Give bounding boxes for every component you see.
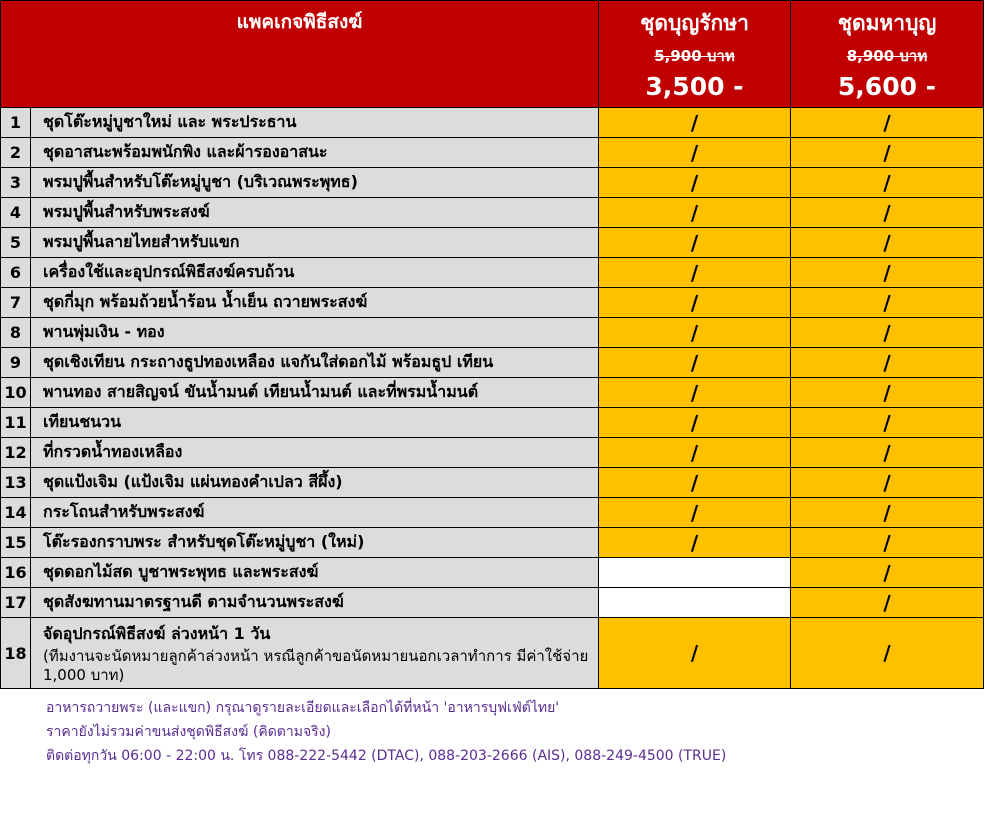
plan2-check: /: [791, 108, 984, 138]
table-row: [1, 408, 984, 438]
item-number: 1: [1, 108, 31, 138]
plan1-check: /: [599, 498, 791, 528]
plan1-check: /: [599, 528, 791, 558]
plan1-check: /: [599, 258, 791, 288]
item-name: ชุดโต๊ะหมู่บูชาใหม่ และ พระประธาน: [31, 108, 599, 138]
plan2-check: /: [791, 138, 984, 168]
note-contact: ติดต่อทุกวัน 06:00 - 22:00 น. โทร 088-222-5442 (DTAC), 088-203-2666 (AIS), 088-249-4500 (TRUE): [46, 748, 727, 764]
item-number: 13: [1, 468, 31, 498]
table-row: [1, 108, 984, 138]
table-row: [1, 498, 984, 528]
item-name: กระโถนสำหรับพระสงฆ์: [31, 498, 599, 528]
item-number: 12: [1, 438, 31, 468]
item-number: 9: [1, 348, 31, 378]
plan-name: ชุดบุญรักษา: [640, 11, 749, 35]
plan2-check: /: [791, 348, 984, 378]
plan2-check: /: [791, 558, 984, 588]
item-note: (ทีมงานจะนัดหมายลูกค้าล่วงหน้า หรณีลูกค้าขอนัดหมายนอกเวลาทำการ มีค่าใช้จ่าย 1,000 บาท): [43, 646, 589, 684]
table-row: [1, 618, 984, 689]
plan1-empty: [599, 558, 791, 588]
plan2-check: /: [791, 588, 984, 618]
plan-header-mahabun: [791, 1, 984, 108]
item-number: 15: [1, 528, 31, 558]
item-name: เครื่องใช้และอุปกรณ์พิธีสงฆ์ครบถ้วน: [31, 258, 599, 288]
item-name: พรมปูพื้นลายไทยสำหรับแขก: [31, 228, 599, 258]
plan1-check: /: [599, 468, 791, 498]
item-number: 3: [1, 168, 31, 198]
item-number: 10: [1, 378, 31, 408]
item-name: พานพุ่มเงิน - ทอง: [31, 318, 599, 348]
plan2-check: /: [791, 528, 984, 558]
plan1-check: /: [599, 438, 791, 468]
item-number: 2: [1, 138, 31, 168]
notes-section: [46, 696, 726, 768]
table-row: [1, 198, 984, 228]
table-row: [1, 558, 984, 588]
plan1-check: /: [599, 348, 791, 378]
note-shipping: ราคายังไม่รวมค่าขนส่งชุดพิธีสงฆ์ (คิดตามจริง): [46, 724, 331, 740]
table-row: [1, 138, 984, 168]
plan-old-price: 8,900 บาท: [846, 47, 928, 65]
item-number: 7: [1, 288, 31, 318]
package-title: แพคเกจพิธีสงฆ์: [1, 1, 599, 108]
table-row: [1, 288, 984, 318]
plan-new-price: 3,500 -: [645, 72, 744, 101]
plan1-check: /: [599, 108, 791, 138]
plan1-check: /: [599, 138, 791, 168]
plan1-check: /: [599, 228, 791, 258]
item-number: 4: [1, 198, 31, 228]
table-row: [1, 348, 984, 378]
item-name: เทียนชนวน: [31, 408, 599, 438]
plan2-check: /: [791, 378, 984, 408]
plan2-check: /: [791, 228, 984, 258]
plan1-empty: [599, 588, 791, 618]
plan-name: ชุดมหาบุญ: [837, 11, 937, 35]
item-name: ที่กรวดน้ำทองเหลือง: [31, 438, 599, 468]
plan1-check: /: [599, 168, 791, 198]
plan1-check: /: [599, 318, 791, 348]
item-title: จัดอุปกรณ์พิธีสงฆ์ ล่วงหน้า 1 วัน: [43, 623, 271, 643]
plan2-check: /: [791, 438, 984, 468]
item-name: โต๊ะรองกราบพระ สำหรับชุดโต๊ะหมู่บูชา (ใหม่): [31, 528, 599, 558]
item-name: ชุดกี่มุก พร้อมถ้วยน้ำร้อน น้ำเย็น ถวายพระสงฆ์: [31, 288, 599, 318]
item-name: พานทอง สายสิญจน์ ขันน้ำมนต์ เทียนน้ำมนต์ และที่พรมน้ำมนต์: [31, 378, 599, 408]
plan2-check: /: [791, 168, 984, 198]
item-number: 5: [1, 228, 31, 258]
table-row: [1, 588, 984, 618]
plan2-check: /: [791, 468, 984, 498]
plan1-check: /: [599, 378, 791, 408]
plan1-check: /: [599, 288, 791, 318]
item-name: [31, 618, 599, 689]
item-number: 11: [1, 408, 31, 438]
table-row: [1, 318, 984, 348]
note-food: อาหารถวายพระ (และแขก) กรุณาดูรายละเอียดและเลือกได้ที่หน้า 'อาหารบุฟเฟ่ต์ไทย': [46, 700, 560, 716]
item-number: 17: [1, 588, 31, 618]
item-name: ชุดแป้งเจิม (แป้งเจิม แผ่นทองคำเปลว สีผึ้ง): [31, 468, 599, 498]
item-number: 18: [1, 618, 31, 689]
plan-header-bunraksa: [599, 1, 791, 108]
plan2-check: /: [791, 408, 984, 438]
item-list: [1, 108, 984, 618]
plan2-check: /: [791, 198, 984, 228]
header-row: [1, 1, 984, 108]
item-name: ชุดดอกไม้สด บูชาพระพุทธ และพระสงฆ์: [31, 558, 599, 588]
item-number: 14: [1, 498, 31, 528]
plan2-check: /: [791, 498, 984, 528]
plan-old-price: 5,900 บาท: [654, 47, 735, 65]
table-row: [1, 228, 984, 258]
plan2-check: /: [791, 618, 984, 689]
plan2-check: /: [791, 318, 984, 348]
plan1-check: /: [599, 408, 791, 438]
table-row: [1, 378, 984, 408]
item-name: พรมปูพื้นสำหรับพระสงฆ์: [31, 198, 599, 228]
table-row: [1, 468, 984, 498]
plan1-check: /: [599, 618, 791, 689]
item-name: ชุดเชิงเทียน กระถางธูปทองเหลือง แจกันใส่ดอกไม้ พร้อมธูป เทียน: [31, 348, 599, 378]
item-number: 16: [1, 558, 31, 588]
item-number: 6: [1, 258, 31, 288]
plan1-check: /: [599, 198, 791, 228]
item-name: ชุดอาสนะพร้อมพนักพิง และผ้ารองอาสนะ: [31, 138, 599, 168]
item-name: ชุดสังฆทานมาตรฐานดี ตามจำนวนพระสงฆ์: [31, 588, 599, 618]
plan2-check: /: [791, 288, 984, 318]
plan2-check: /: [791, 258, 984, 288]
table-row: [1, 168, 984, 198]
plan-new-price: 5,600 -: [837, 72, 937, 101]
item-name: พรมปูพื้นสำหรับโต๊ะหมู่บูชา (บริเวณพระพุทธ): [31, 168, 599, 198]
table-row: [1, 438, 984, 468]
table-row: [1, 258, 984, 288]
item-number: 8: [1, 318, 31, 348]
table-row: [1, 528, 984, 558]
